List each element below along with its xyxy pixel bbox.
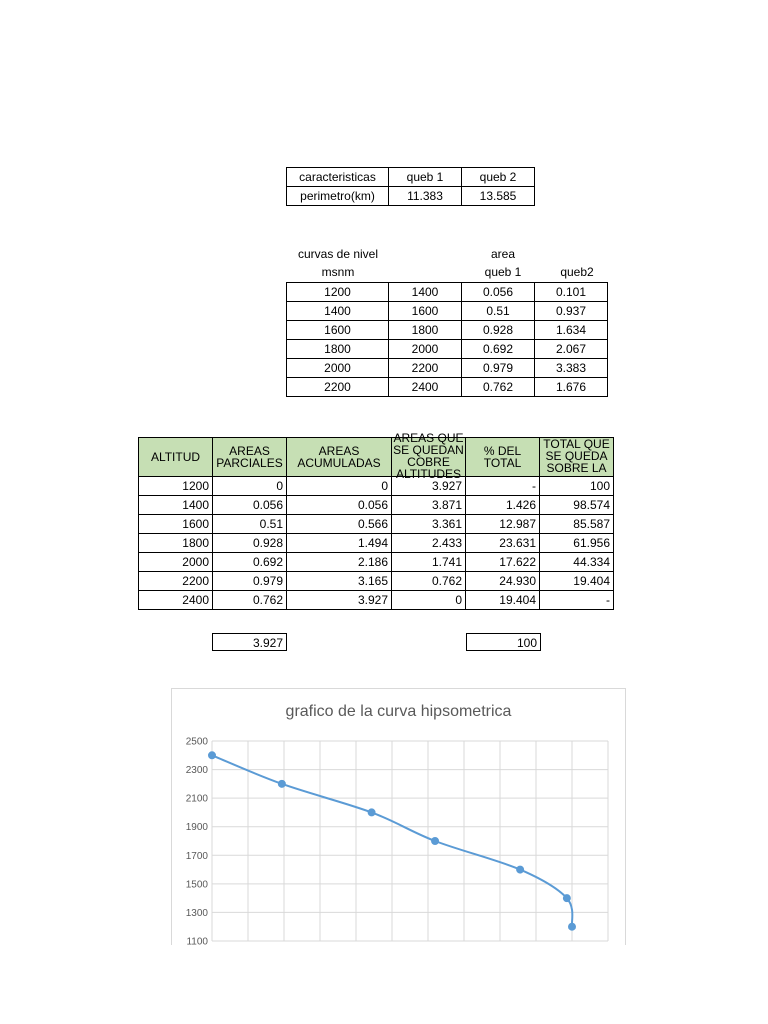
total-area-box: 3.927 [212,633,287,651]
hypsometric-cell: 0.762 [392,572,466,591]
curves-cell: 2200 [389,359,462,378]
data-point [563,895,570,902]
hypsometric-cell: 0.056 [287,496,392,515]
msnm-label: msnm [321,265,355,279]
hypsometric-cell: 85.587 [540,515,614,534]
curves-cell: 0.937 [535,302,608,321]
curves-cell: 0.979 [462,359,535,378]
data-point [209,752,216,759]
hypsometric-cell: 1400 [139,496,213,515]
hypsometric-row [139,477,614,496]
header-queb1: queb 1 [389,168,462,187]
hypsometric-cell: 1600 [139,515,213,534]
curves-cell: 1400 [287,302,389,321]
curves-cell: 2.067 [535,340,608,359]
hypsometric-cell: 0.979 [213,572,287,591]
curves-cell: 1800 [389,321,462,340]
curves-cell: 2200 [287,378,389,397]
curves-cell: 2400 [389,378,462,397]
data-point [368,809,375,816]
hypsometric-cell: 0.692 [213,553,287,572]
curves-cell: 2000 [287,359,389,378]
data-point [432,838,439,845]
hypsometric-cell: 0.51 [213,515,287,534]
perimetro-queb1: 11.383 [389,187,462,206]
hypsometric-cell: 61.956 [540,534,614,553]
curves-cell: 2000 [389,340,462,359]
hypsometric-cell: 24.930 [466,572,540,591]
perimetro-label: perimetro(km) [287,187,389,206]
hypsometric-cell: 0.762 [213,591,287,610]
hypsometric-cell: 3.871 [392,496,466,515]
hypsometric-cell: 12.987 [466,515,540,534]
chart-plot [172,689,625,945]
hypsometric-cell: 3.361 [392,515,466,534]
y-tick-label: 1900 [185,822,208,834]
hypsometric-cell: 0 [287,477,392,496]
header-areas-acumuladas: AREAS ACUMULADAS [287,438,392,477]
curves-cell: 0.101 [535,283,608,302]
hypsometric-cell: 0.056 [213,496,287,515]
curves-row [287,340,608,359]
curves-cell: 1600 [389,302,462,321]
queb1-label: queb 1 [484,265,522,279]
hypsometric-cell: 19.404 [540,572,614,591]
hypsometric-row [139,496,614,515]
header-percent-total: % DEL TOTAL [466,438,540,477]
characteristics-table [286,167,535,206]
curves-cell: 1400 [389,283,462,302]
curves-cell: 3.383 [535,359,608,378]
y-tick-label: 1500 [185,879,208,891]
hypsometric-chart [171,688,626,945]
data-point [569,923,576,930]
hypsometric-cell: 2400 [139,591,213,610]
hypsometric-cell: 3.165 [287,572,392,591]
data-point [278,780,285,787]
hypsometric-row [139,572,614,591]
curves-cell: 1800 [287,340,389,359]
y-tick-label: 2500 [185,736,208,748]
area-label: area [490,247,516,261]
hypsometric-cell: 3.927 [287,591,392,610]
curves-cell: 0.056 [462,283,535,302]
header-caracteristicas: caracteristicas [287,168,389,187]
hypsometric-cell: - [466,477,540,496]
header-altitud: ALTITUD [139,438,213,477]
y-tick-label: 2300 [185,765,208,777]
curves-cell: 1.634 [535,321,608,340]
queb2-label: queb2 [560,265,594,279]
y-tick-label: 1700 [185,850,208,862]
hypsometric-cell: 19.404 [466,591,540,610]
curves-cell: 1200 [287,283,389,302]
hypsometric-row [139,534,614,553]
hypsometric-cell: 2000 [139,553,213,572]
curves-row [287,283,608,302]
hypsometric-cell: 0 [392,591,466,610]
y-tick-label: 2100 [185,793,208,805]
hypsometric-cell: 2200 [139,572,213,591]
hypsometric-row [139,591,614,610]
curves-row [287,359,608,378]
header-queb2: queb 2 [462,168,535,187]
y-tick-label: 1300 [185,907,208,919]
total-percent-box: 100 [466,633,541,651]
hypsometric-cell: 23.631 [466,534,540,553]
curves-row [287,378,608,397]
header-areas-quedan: AREAS QUE SE QUEDAN COBRE ALTITUDES [393,431,464,481]
hypsometric-cell: 1.426 [466,496,540,515]
perimetro-queb2: 13.585 [462,187,535,206]
curves-table [286,282,608,397]
curves-cell: 1.676 [535,378,608,397]
curvas-label: curvas de nivel [297,247,379,261]
curves-cell: 0.51 [462,302,535,321]
hypsometric-cell: 0 [213,477,287,496]
header-total-queda: TOTAL QUE SE QUEDA SOBRE LA [540,438,614,477]
hypsometric-cell: 2.433 [392,534,466,553]
y-tick-label: 1100 [186,936,208,945]
hypsometric-cell: 44.334 [540,553,614,572]
data-point [517,866,524,873]
curves-cell: 0.762 [462,378,535,397]
hypsometric-cell: 1.741 [392,553,466,572]
hypsometric-cell: 1200 [139,477,213,496]
hypsometric-cell: 100 [540,477,614,496]
curves-cell: 1600 [287,321,389,340]
curves-cell: 0.928 [462,321,535,340]
curves-row [287,321,608,340]
hypsometric-cell: - [540,591,614,610]
curves-row [287,302,608,321]
hypsometric-cell: 1800 [139,534,213,553]
hypsometric-cell: 98.574 [540,496,614,515]
hypsometric-table [138,431,614,610]
hypsometric-row [139,515,614,534]
hypsometric-cell: 3.927 [392,477,466,496]
header-areas-parciales: AREAS PARCIALES [213,438,287,477]
hypsometric-header-row [139,438,614,477]
hypsometric-row [139,553,614,572]
hypsometric-cell: 0.566 [287,515,392,534]
curves-cell: 0.692 [462,340,535,359]
hypsometric-cell: 17.622 [466,553,540,572]
chart-title: grafico de la curva hipsometrica [285,703,512,720]
hypsometric-cell: 0.928 [213,534,287,553]
hypsometric-cell: 1.494 [287,534,392,553]
hypsometric-cell: 2.186 [287,553,392,572]
